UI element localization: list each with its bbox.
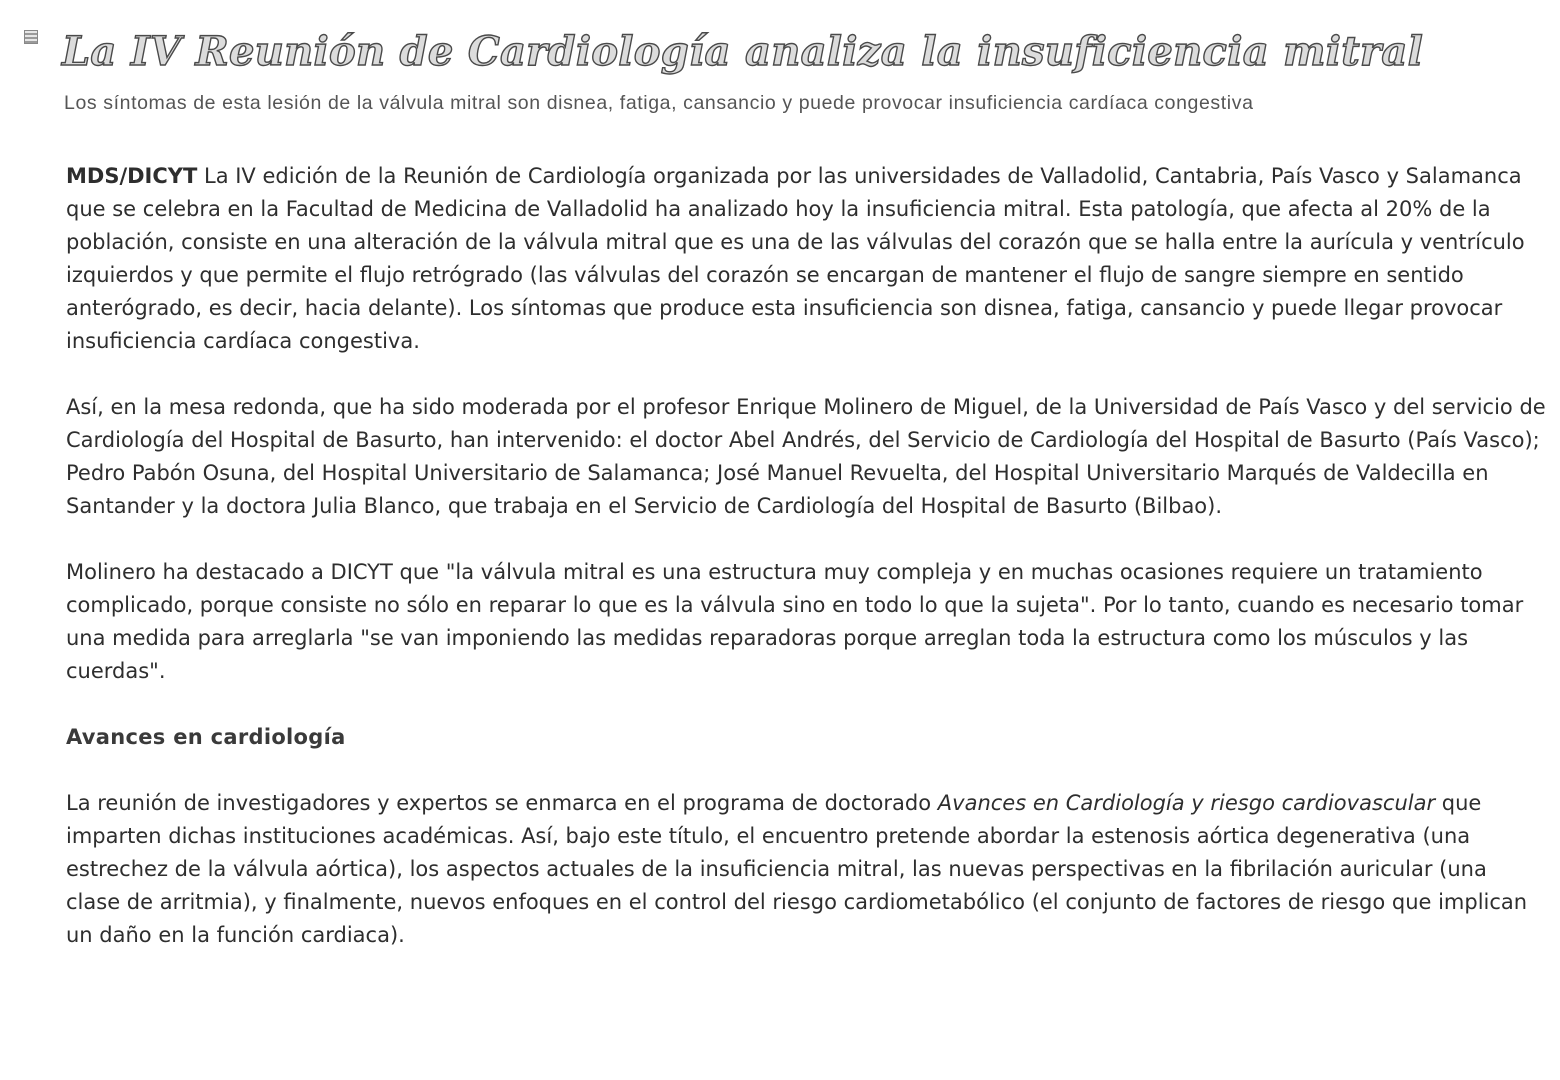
square-bullet-icon <box>24 30 38 44</box>
program-name: Avances en Cardiología y riesgo cardiovascular <box>937 791 1436 815</box>
paragraph-3: Molinero ha destacado a DICYT que "la válvula mitral es una estructura muy compleja y en muchas ocasiones requiere un tratamiento complicado, porque consiste no sólo en reparar lo que es la válvula sino en todo lo que la sujeta". Por lo tanto, cuando es necesario tomar una medida para arreglarla "se van imponiendo las medidas reparadoras porque arreglan toda la estructura como los músculos y las cuerdas". <box>66 560 1524 683</box>
paragraph-1 <box>66 160 1546 358</box>
paragraph-2: Así, en la mesa redonda, que ha sido moderada por el profesor Enrique Molinero de Miguel, de la Universidad de País Vasco y del servicio de Cardiología del Hospital de Basurto, han intervenido: el doctor Abel Andrés, del Servicio de Cardiología del Hospital de Basurto (País Vasco); Pedro Pabón Osuna, del Hospital Universitario de Salamanca; José Manuel Revuelta, del Hospital Universitario Marqués de Valdecilla en Santander y la doctora Julia Blanco, que trabaja en el Servicio de Cardiología del Hospital de Basurto (Bilbao). <box>66 395 1546 518</box>
paragraph-1-text: La IV edición de la Reunión de Cardiología organizada por las universidades de Valladolid, Cantabria, País Vasco y Salamanca que se celebra en la Facultad de Medicina de Valladolid ha analizado hoy la insuficiencia mitral. Esta patología, que afecta al 20% de la población, consiste en una alteración de la válvula mitral que es una de las válvulas del corazón que se halla entre la aurícula y ventrículo izquierdos y que permite el flujo retrógrado (las válvulas del corazón se encargan de mantener el flujo de sangre siempre en sentido anterógrado, es decir, hacia delante). Los síntomas que produce esta insuficiencia son disnea, fatiga, cansancio y puede llegar provocar insuficiencia cardíaca congestiva. <box>66 164 1525 353</box>
article-subtitle: Los síntomas de esta lesión de la válvula mitral son disnea, fatiga, cansancio y puede provocar insuficiencia cardíaca congestiva <box>64 92 1254 114</box>
article-headline: La IV Reunión de Cardiología analiza la insuficiencia mitral <box>62 28 1424 75</box>
paragraph-4 <box>66 787 1546 952</box>
lead-source: MDS/DICYT <box>66 164 198 188</box>
paragraph-4-end: que imparten dichas instituciones académicas. Así, bajo este título, el encuentro pretende abordar la estenosis aórtica degenerativa (una estrechez de la válvula aórtica), los aspectos actuales de la insuficiencia mitral, las nuevas perspectivas en la fibrilación auricular (una clase de arritmia), y finalmente, nuevos enfoques en el control del riesgo cardiometabólico (el conjunto de factores de riesgo que implican un daño en la función cardiaca). <box>66 791 1528 947</box>
section-title: Avances en cardiología <box>66 725 346 749</box>
paragraph-4-start: La reunión de investigadores y expertos se enmarca en el programa de doctorado <box>66 791 932 815</box>
article-body <box>66 160 1546 985</box>
